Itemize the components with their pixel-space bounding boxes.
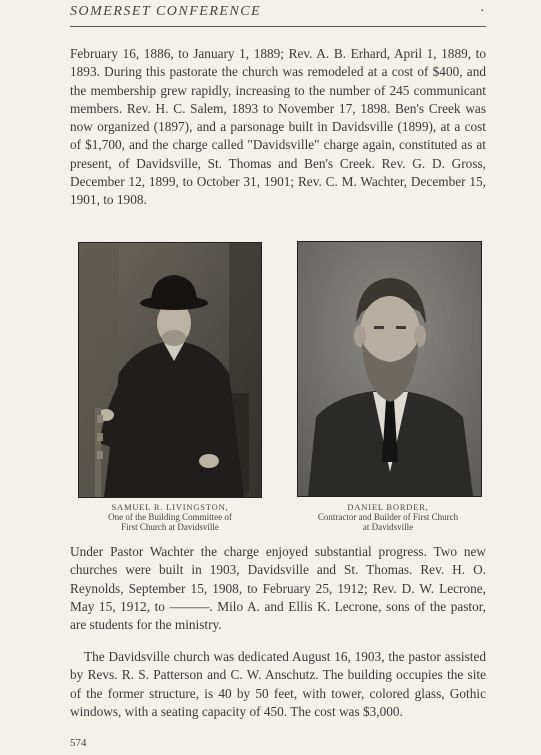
running-header xyxy=(70,4,486,20)
paragraph-dedication: The Davidsville church was dedicated August 16, 1903, the pastor assisted by Revs. R. S. Patterson and C. W. Anschutz. The building occupies the site of the former structure, is 40 by 50 feet, with tower, colored glass, Gothic windows, with a seating capacity of 450. The cost was $3,000. xyxy=(70,649,486,719)
caption-daniel-border xyxy=(282,502,494,532)
caption-role-line-2: at Davidsville xyxy=(362,522,414,532)
header-mark: · xyxy=(479,4,486,19)
paragraph-wachter-progress: Under Pastor Wachter the charge enjoyed substantial progress. Two new churches were built in 1903, Davidsville and St. Thomas. Rev. H. O. Reynolds, September 15, 1908, to February 25, 1912; Rev. D. W. Lecrone, May 15, 1912, to ———. Milo A. and Ellis K. Lecrone, sons of the pastor, are students for the ministry. xyxy=(70,544,486,633)
portrait-samuel-livingston-image xyxy=(79,243,261,497)
running-title: SOMERSET CONFERENCE xyxy=(70,4,262,19)
caption-role-line-1: One of the Building Committee of xyxy=(108,512,232,522)
paragraph-pastorates: February 16, 1886, to January 1, 1889; Rev. A. B. Erhard, April 1, 1889, to 1893. During this pastorate the church was remodeled at a cost of $400, and the membership grew rapidly, increasing to the number of 245 communicant members. Rev. H. C. Salem, 1893 to November 17, 1898. Ben's Creek was now organized (1897), and a parsonage built in Davidsville (1899), at a cost of $1,700, and the charge called "Davidsville" charge again, constituted as at present, of Davidsville, St. Thomas and Ben's Creek. Rev. G. D. Gross, December 12, 1899, to October 31, 1901; Rev. C. M. Wachter, December 15, 1901, to 1908. xyxy=(70,46,486,208)
page-number: 574 xyxy=(70,737,87,749)
caption-name: DANIEL BORDER, xyxy=(347,502,429,512)
portrait-daniel-border-image xyxy=(298,242,481,496)
caption-role-line-2: First Church at Davidsville xyxy=(121,522,219,532)
portrait-daniel-border xyxy=(297,241,482,497)
portrait-samuel-livingston xyxy=(78,242,262,498)
header-rule xyxy=(70,26,486,27)
caption-name: SAMUEL R. LIVINGSTON, xyxy=(111,502,229,512)
caption-role-line-1: Contractor and Builder of First Church xyxy=(317,512,459,522)
caption-samuel-livingston xyxy=(64,502,276,532)
